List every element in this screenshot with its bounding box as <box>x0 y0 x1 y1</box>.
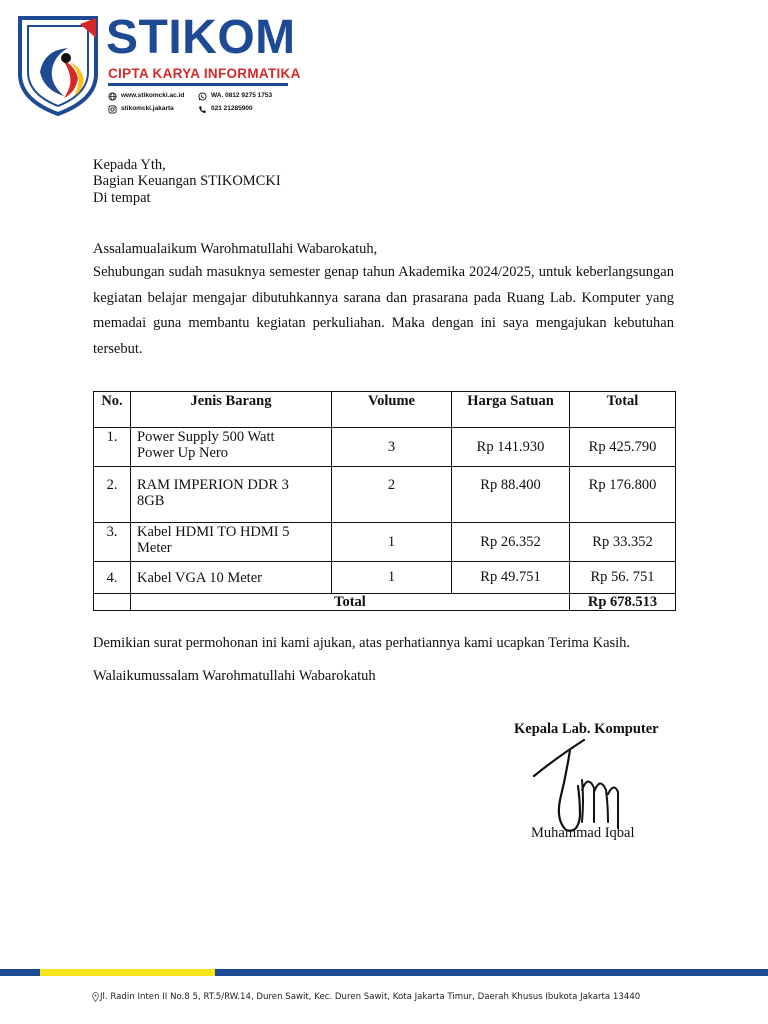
footer-address-text: Jl. Radin Inten II No.8 5, RT.5/RW.14, Duren Sawit, Kec. Duren Sawit, Kota Jakarta Timur, Daerah Khusus Ibukota Jakarta 13440 <box>100 992 641 1002</box>
instagram-text: stikomcki.jakarta <box>121 105 174 112</box>
table-total-row <box>94 594 676 611</box>
phone-icon <box>198 105 207 114</box>
handwritten-signature <box>530 730 630 840</box>
header-unit-price: Harga Satuan <box>452 392 570 428</box>
total-row-empty <box>94 594 131 611</box>
footer-address <box>92 991 640 1003</box>
row-no: 2. <box>94 467 131 523</box>
contact-website <box>108 91 184 101</box>
signature-title: Kepala Lab. Komputer <box>514 721 659 737</box>
header-total: Total <box>570 392 676 428</box>
footer-bar-blue-right <box>215 969 768 976</box>
brand-subtitle: CIPTA KARYA INFORMATIKA <box>108 66 301 81</box>
location-pin-icon <box>92 992 99 1002</box>
closing-line-1: Demikian surat permohonan ini kami ajukan, atas perhatiannya kami ucapkan Terima Kasih. <box>93 635 631 651</box>
greeting: Assalamualaikum Warohmatullahi Wabarokatuh, <box>93 241 378 257</box>
table-header-row <box>94 392 676 428</box>
recipient-line-2: Bagian Keuangan STIKOMCKI <box>93 173 281 189</box>
row-unit-price: Rp 49.751 <box>452 562 570 594</box>
phone-text: 021 21285900 <box>211 105 253 112</box>
row-item <box>131 523 332 562</box>
items-table <box>93 391 676 611</box>
row-no: 4. <box>94 562 131 594</box>
contact-phone <box>198 104 253 114</box>
header-item: Jenis Barang <box>131 392 332 428</box>
header-volume: Volume <box>332 392 452 428</box>
globe-icon <box>108 92 117 101</box>
row-total: Rp 425.790 <box>570 428 676 467</box>
row-volume: 2 <box>332 467 452 523</box>
row-item-line-2: Meter <box>137 540 172 556</box>
row-item <box>131 467 332 523</box>
brand-underline <box>108 83 288 86</box>
table-row <box>94 467 676 523</box>
row-total: Rp 56. 751 <box>570 562 676 594</box>
row-no: 3. <box>94 523 131 562</box>
logo-shield-icon <box>16 14 100 118</box>
row-volume: 1 <box>332 523 452 562</box>
row-unit-price: Rp 141.930 <box>452 428 570 467</box>
whatsapp-icon <box>198 92 207 101</box>
total-label: Total <box>131 594 570 611</box>
contact-whatsapp <box>198 91 272 101</box>
row-item-line-1: RAM IMPERION DDR 3 <box>137 477 289 493</box>
website-text: www.stikomcki.ac.id <box>121 92 185 99</box>
table-row <box>94 562 676 594</box>
recipient-line-1: Kepada Yth, <box>93 157 166 173</box>
signatory-name: Muhammad Iqbal <box>531 825 635 841</box>
row-item <box>131 428 332 467</box>
row-item-line-1: Power Supply 500 Watt <box>137 429 275 445</box>
grand-total: Rp 678.513 <box>570 594 676 611</box>
instagram-icon <box>108 105 117 114</box>
row-unit-price: Rp 88.400 <box>452 467 570 523</box>
header-no: No. <box>94 392 131 428</box>
body-paragraph: Sehubungan sudah masuknya semester genap tahun Akademika 2024/2025, untuk keberlangsungan kegiatan belajar mengajar dibutuhkannya sarana dan prasarana pada Ruang Lab. Komputer yang memadai guna membantu kegiatan perkuliahan. Maka dengan ini saya mengajukan kebutuhan tersebut. <box>93 264 674 357</box>
row-item-line-2: 8GB <box>137 493 165 509</box>
row-total: Rp 33.352 <box>570 523 676 562</box>
recipient-line-3: Di tempat <box>93 190 151 206</box>
row-total: Rp 176.800 <box>570 467 676 523</box>
row-unit-price: Rp 26.352 <box>452 523 570 562</box>
brand-name: STIKOM <box>106 11 296 64</box>
table-row <box>94 523 676 562</box>
row-volume: 1 <box>332 562 452 594</box>
row-item-line-2: Power Up Nero <box>137 445 229 461</box>
closing-line-2: Walaikumussalam Warohmatullahi Wabarokatuh <box>93 668 376 684</box>
row-item: Kabel VGA 10 Meter <box>131 562 332 594</box>
contact-instagram <box>108 104 174 114</box>
row-volume: 3 <box>332 428 452 467</box>
row-item-line-1: Kabel HDMI TO HDMI 5 <box>137 524 290 540</box>
table-row <box>94 428 676 467</box>
footer-bar-yellow <box>40 969 215 976</box>
row-no: 1. <box>94 428 131 467</box>
footer-bar-blue-left <box>0 969 40 976</box>
whatsapp-text: WA. 0812 9275 1753 <box>211 92 273 99</box>
